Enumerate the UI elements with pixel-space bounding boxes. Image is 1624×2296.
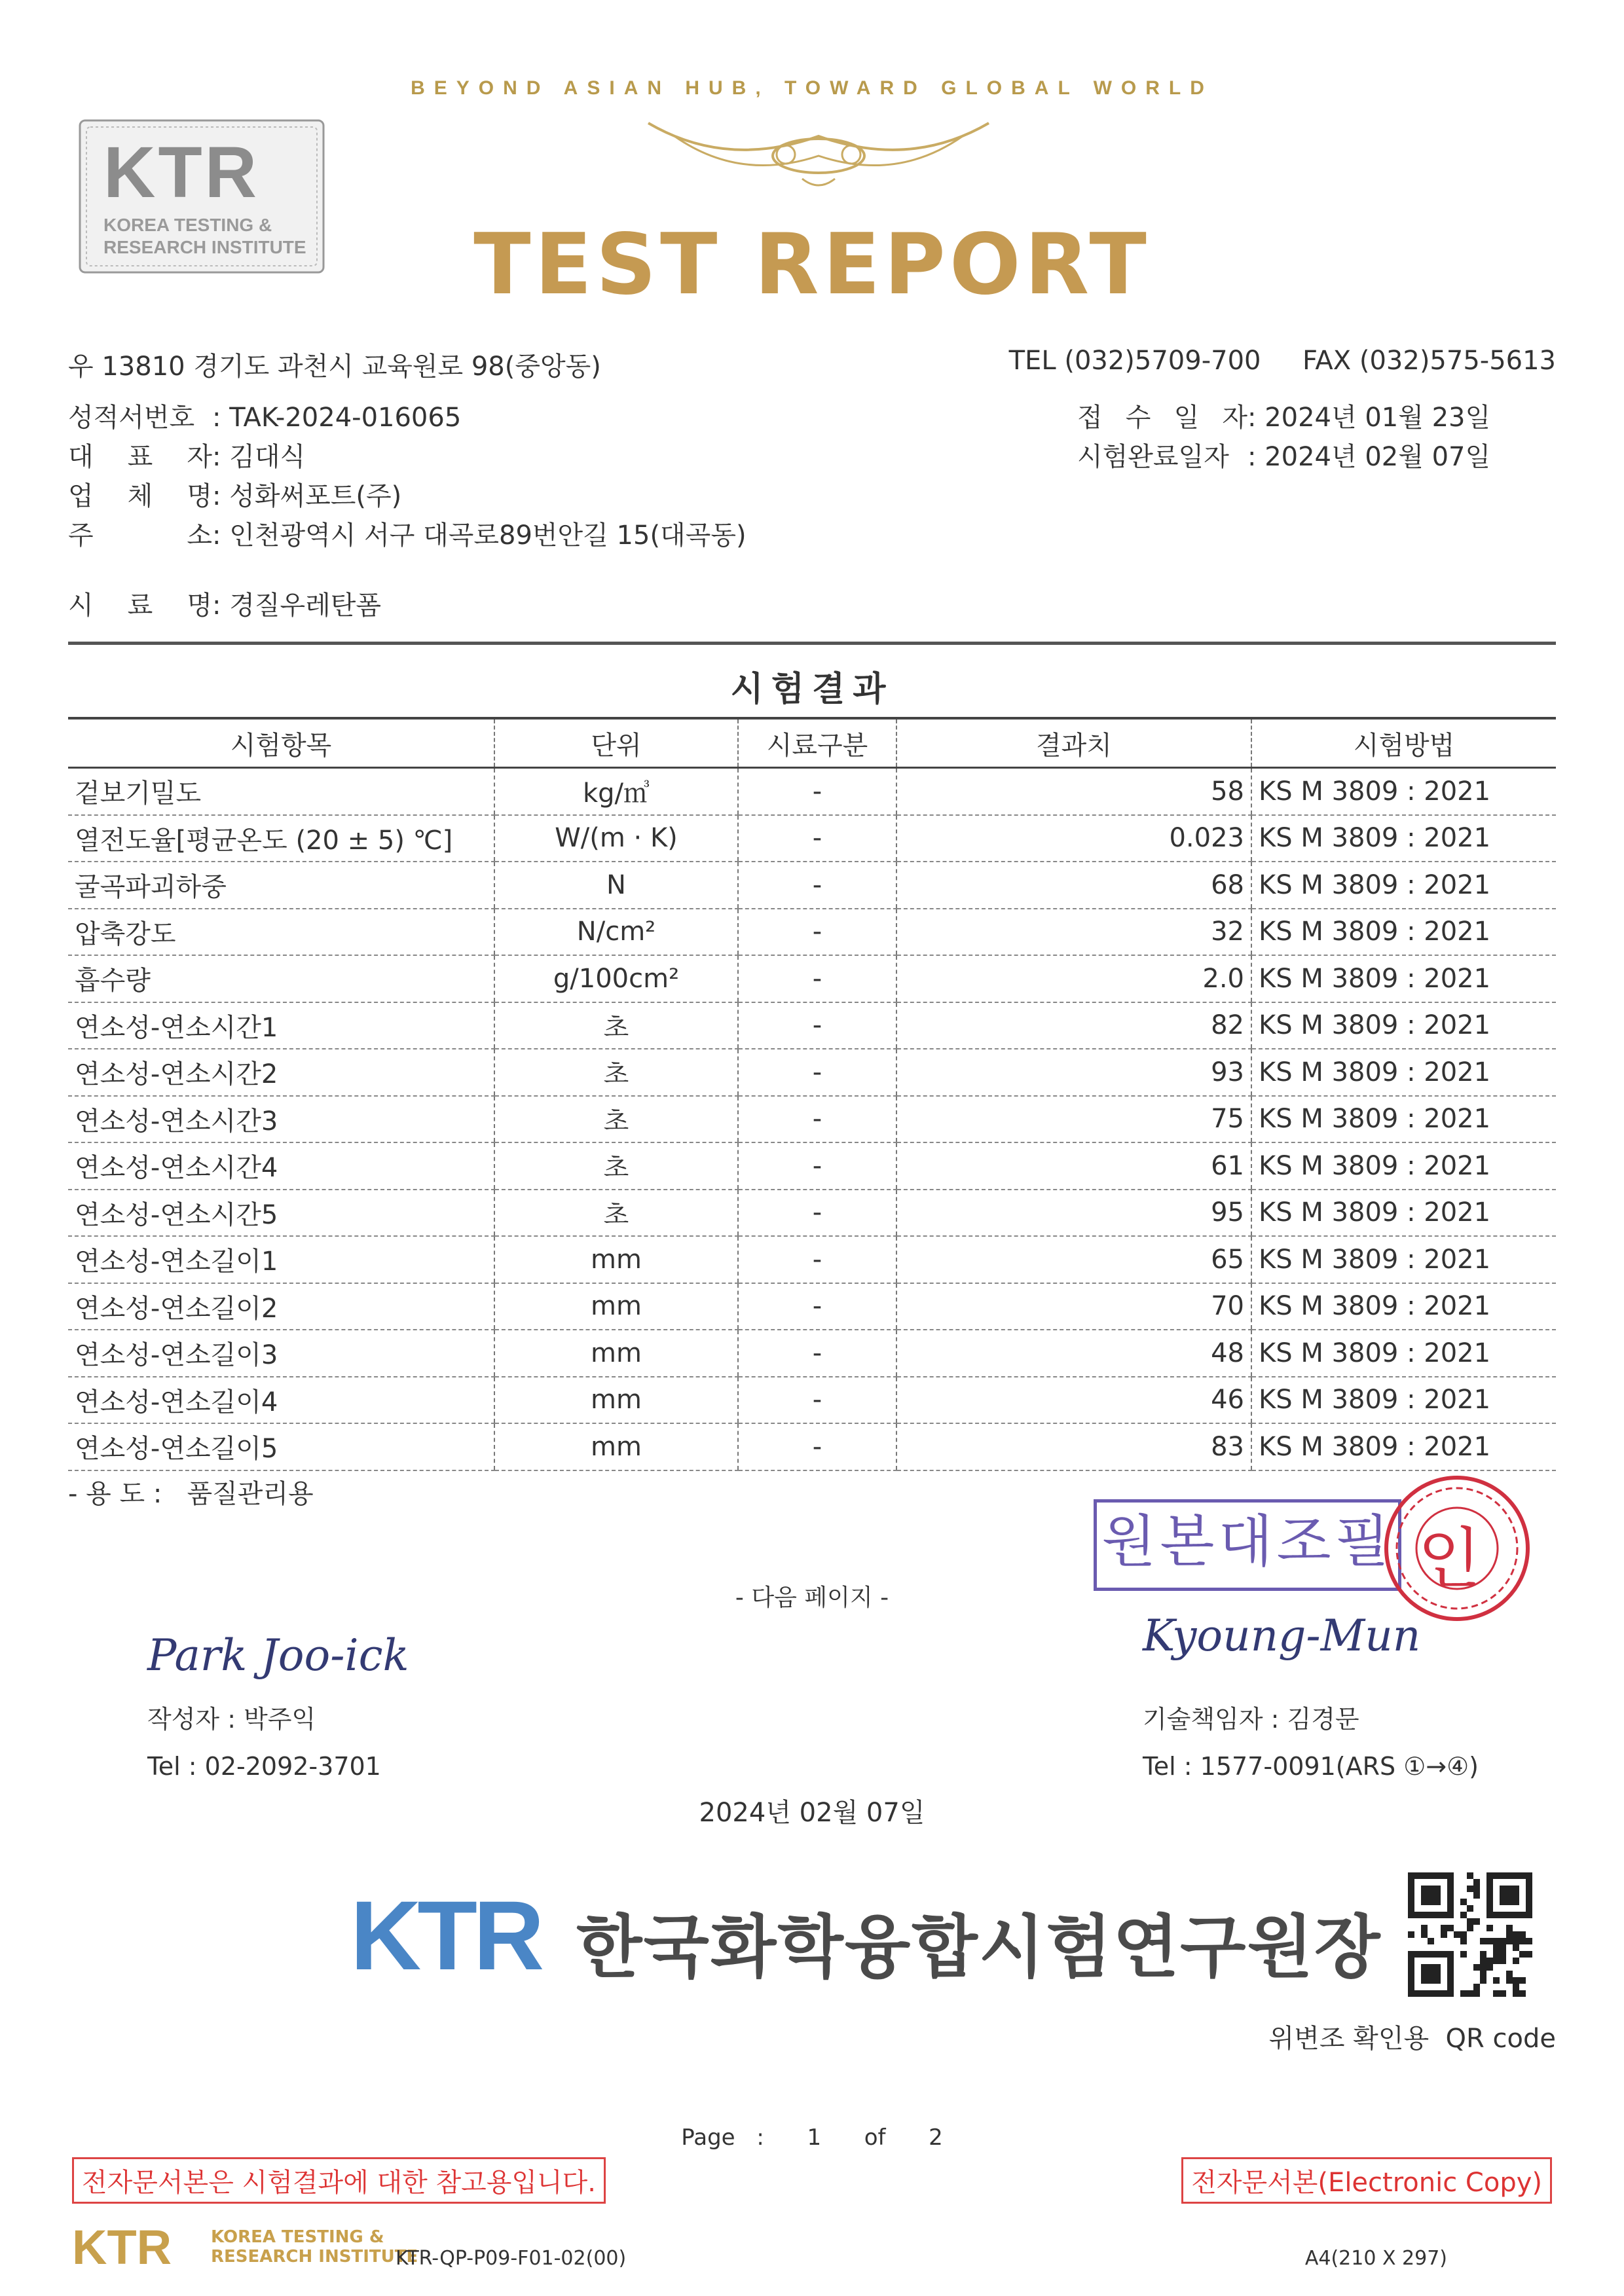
received-date: : 2024년 01월 23일 <box>1247 403 1491 433</box>
cell-unit: 초 <box>494 1142 738 1190</box>
cell-method: KS M 3809 : 2021 <box>1251 768 1556 815</box>
results-table <box>68 717 1556 1471</box>
cell-method: KS M 3809 : 2021 <box>1251 1002 1556 1049</box>
cell-item: 굴곡파괴하중 <box>68 862 494 909</box>
cell-item: 연소성-연소시간5 <box>68 1190 494 1237</box>
qr-label: 위변조 확인용 QR code <box>1268 2024 1556 2054</box>
tech-manager-tel: Tel : 1577-0091(ARS ①→④) <box>1143 1752 1479 1781</box>
cell-value: 58 <box>896 768 1251 815</box>
cell-unit: mm <box>494 1423 738 1470</box>
cell-item: 연소성-연소길이5 <box>68 1423 494 1470</box>
cell-value: 46 <box>896 1377 1251 1424</box>
cell-unit: mm <box>494 1236 738 1283</box>
completed-date: : 2024년 02월 07일 <box>1247 442 1491 472</box>
cell-sample: - <box>738 1330 896 1377</box>
cell-sample: - <box>738 1190 896 1237</box>
cell-method: KS M 3809 : 2021 <box>1251 1283 1556 1330</box>
cell-method: KS M 3809 : 2021 <box>1251 955 1556 1002</box>
form-code: KTR-QP-P09-F01-02(00) <box>396 2247 627 2270</box>
cell-item: 연소성-연소길이2 <box>68 1283 494 1330</box>
footer-institute-line2: RESEARCH INSTITUTE <box>211 2247 418 2267</box>
cell-unit: N <box>494 862 738 909</box>
page-number: Page : 1 of 2 <box>681 2124 943 2151</box>
table-row <box>68 862 1556 909</box>
author-tel: Tel : 02-2092-3701 <box>147 1752 381 1781</box>
company-label: 업 체 명 <box>68 481 212 511</box>
electronic-copy-badge: 전자문서본(Electronic Copy) <box>1181 2157 1552 2204</box>
footer-institute <box>211 2227 418 2267</box>
tel-fax: TEL (032)5709-700 FAX (032)575-5613 <box>1008 346 1556 376</box>
cell-value: 61 <box>896 1142 1251 1190</box>
cell-sample: - <box>738 1002 896 1049</box>
cell-value: 82 <box>896 1002 1251 1049</box>
sample-row <box>68 586 381 625</box>
header-method: 시험방법 <box>1251 718 1556 768</box>
report-title: TEST REPORT <box>473 216 1151 314</box>
author-signature: Park Joo-ick <box>147 1630 409 1681</box>
cell-unit: 초 <box>494 1049 738 1096</box>
tech-manager-name: 기술책임자 : 김경문 <box>1143 1705 1359 1734</box>
cell-unit: W/(m · K) <box>494 815 738 862</box>
table-row <box>68 1423 1556 1470</box>
table-header <box>68 718 1556 768</box>
cell-method: KS M 3809 : 2021 <box>1251 1190 1556 1237</box>
table-row <box>68 1377 1556 1424</box>
completed-row <box>1077 437 1490 477</box>
results-title: 시험결과 <box>730 670 894 709</box>
client-address-label: 주 소 <box>68 520 212 551</box>
table-row <box>68 1049 1556 1096</box>
cell-sample: - <box>738 1236 896 1283</box>
original-verified-stamp: 원본대조필 <box>1094 1499 1401 1591</box>
header-item: 시험항목 <box>68 718 494 768</box>
footer-ktr-logo: KTR <box>72 2220 172 2274</box>
seal-text: 인 <box>1418 1520 1481 1597</box>
ktr-emblem-sub1: KOREA TESTING & <box>103 215 272 235</box>
table-row <box>68 1236 1556 1283</box>
cell-value: 2.0 <box>896 955 1251 1002</box>
table-row <box>68 1190 1556 1237</box>
ornament-icon <box>635 110 1002 195</box>
table-row <box>68 1283 1556 1330</box>
cell-value: 70 <box>896 1283 1251 1330</box>
ceo-row <box>68 437 305 477</box>
cell-sample: - <box>738 1423 896 1470</box>
table-row <box>68 909 1556 956</box>
header-unit: 단위 <box>494 718 738 768</box>
cell-sample: - <box>738 768 896 815</box>
ceo: : 김대식 <box>212 442 306 472</box>
cell-unit: 초 <box>494 1190 738 1237</box>
electronic-copy-notice: 전자문서본은 시험결과에 대한 참고용입니다. <box>72 2157 606 2204</box>
cell-value: 75 <box>896 1096 1251 1143</box>
cell-method: KS M 3809 : 2021 <box>1251 909 1556 956</box>
report-no-label: 성적서번호 <box>68 403 195 433</box>
cell-sample: - <box>738 1049 896 1096</box>
next-page: - 다음 페이지 - <box>735 1584 889 1611</box>
received-label: 접 수 일 자 <box>1077 403 1247 433</box>
cell-item: 연소성-연소길이3 <box>68 1330 494 1377</box>
organization-name: 한국화학융합시험연구원장 <box>576 1907 1382 1987</box>
cell-value: 32 <box>896 909 1251 956</box>
cell-sample: - <box>738 1096 896 1143</box>
cell-value: 95 <box>896 1190 1251 1237</box>
cell-item: 열전도율[평균온도 (20 ± 5) ℃] <box>68 815 494 862</box>
table-row <box>68 815 1556 862</box>
table-row <box>68 768 1556 815</box>
cell-sample: - <box>738 862 896 909</box>
cell-value: 65 <box>896 1236 1251 1283</box>
ceo-label: 대 표 자 <box>68 442 212 472</box>
cell-unit: mm <box>494 1330 738 1377</box>
cell-method: KS M 3809 : 2021 <box>1251 1377 1556 1424</box>
cell-unit: kg/㎥ <box>494 768 738 815</box>
author-name: 작성자 : 박주익 <box>147 1705 316 1734</box>
cell-method: KS M 3809 : 2021 <box>1251 862 1556 909</box>
usage: - 용 도 : 품질관리용 <box>68 1479 314 1509</box>
header-value: 결과치 <box>896 718 1251 768</box>
cell-value: 68 <box>896 862 1251 909</box>
cell-method: KS M 3809 : 2021 <box>1251 1236 1556 1283</box>
table-row <box>68 1330 1556 1377</box>
cell-value: 93 <box>896 1049 1251 1096</box>
cell-unit: mm <box>494 1283 738 1330</box>
table-row <box>68 955 1556 1002</box>
received-row <box>1077 398 1490 437</box>
sample-name: : 경질우레탄폼 <box>212 591 382 621</box>
author-block <box>147 1696 381 1790</box>
ktr-emblem-sub2: RESEARCH INSTITUTE <box>103 237 306 257</box>
divider <box>68 642 1556 645</box>
table-row <box>68 1002 1556 1049</box>
cell-method: KS M 3809 : 2021 <box>1251 1049 1556 1096</box>
cell-item: 연소성-연소길이1 <box>68 1236 494 1283</box>
cell-sample: - <box>738 1142 896 1190</box>
cell-method: KS M 3809 : 2021 <box>1251 1423 1556 1470</box>
cell-method: KS M 3809 : 2021 <box>1251 1142 1556 1190</box>
cell-item: 겉보기밀도 <box>68 768 494 815</box>
cell-sample: - <box>738 1377 896 1424</box>
qr-code-icon[interactable] <box>1408 1872 1532 1997</box>
cell-value: 48 <box>896 1330 1251 1377</box>
cell-unit: N/cm² <box>494 909 738 956</box>
cell-sample: - <box>738 1283 896 1330</box>
table-row <box>68 1142 1556 1190</box>
cell-method: KS M 3809 : 2021 <box>1251 1330 1556 1377</box>
report-no-row <box>68 398 461 437</box>
cell-unit: mm <box>494 1377 738 1424</box>
company: : 성화써포트(주) <box>212 481 402 511</box>
sample-label: 시 료 명 <box>68 591 212 621</box>
ktr-emblem-text: KTR <box>103 132 260 213</box>
ktr-logo: KTR <box>350 1880 541 1990</box>
cell-item: 연소성-연소시간1 <box>68 1002 494 1049</box>
client-address: : 인천광역시 서구 대곡로89번안길 15(대곡동) <box>212 520 747 551</box>
institute-address: 우 13810 경기도 과천시 교육원로 98(중앙동) <box>68 352 601 382</box>
tech-manager-signature: Kyoung-Mun <box>1143 1611 1421 1661</box>
cell-method: KS M 3809 : 2021 <box>1251 815 1556 862</box>
cell-value: 83 <box>896 1423 1251 1470</box>
cell-item: 연소성-연소시간4 <box>68 1142 494 1190</box>
tech-manager-block <box>1143 1696 1479 1790</box>
paper-size: A4(210 X 297) <box>1304 2247 1447 2270</box>
footer-institute-line1: KOREA TESTING & <box>211 2227 384 2247</box>
cell-item: 연소성-연소길이4 <box>68 1377 494 1424</box>
completed-label: 시험완료일자 <box>1077 442 1229 472</box>
cell-sample: - <box>738 955 896 1002</box>
cell-unit: 초 <box>494 1002 738 1049</box>
table-row <box>68 1096 1556 1143</box>
cell-item: 연소성-연소시간2 <box>68 1049 494 1096</box>
issue-date: 2024년 02월 07일 <box>699 1798 925 1828</box>
cell-method: KS M 3809 : 2021 <box>1251 1096 1556 1143</box>
header-sample: 시료구분 <box>738 718 896 768</box>
cell-unit: 초 <box>494 1096 738 1143</box>
report-no: : TAK-2024-016065 <box>212 403 462 433</box>
company-row <box>68 477 401 516</box>
cell-item: 연소성-연소시간3 <box>68 1096 494 1143</box>
cell-value: 0.023 <box>896 815 1251 862</box>
client-address-row <box>68 516 747 555</box>
cell-sample: - <box>738 815 896 862</box>
cell-item: 흡수량 <box>68 955 494 1002</box>
cell-unit: g/100cm² <box>494 955 738 1002</box>
cell-sample: - <box>738 909 896 956</box>
slogan: BEYOND ASIAN HUB, TOWARD GLOBAL WORLD <box>411 77 1213 99</box>
cell-item: 압축강도 <box>68 909 494 956</box>
